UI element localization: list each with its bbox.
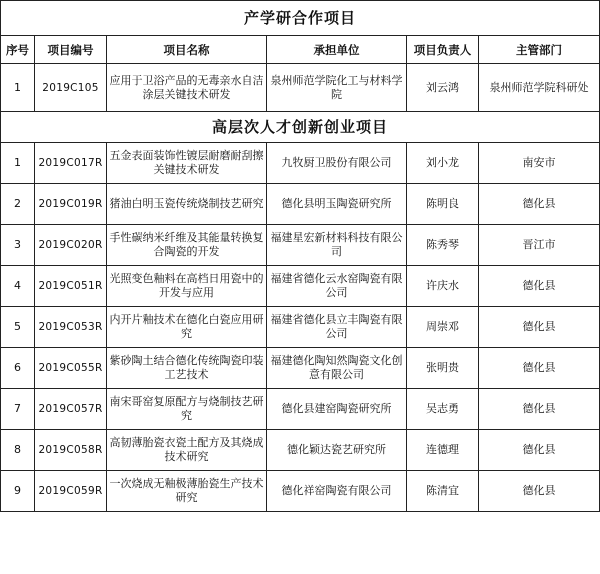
cell-leader: 陈秀琴 — [407, 225, 479, 266]
col-header-index: 序号 — [1, 36, 35, 64]
cell-leader: 陈明良 — [407, 184, 479, 225]
cell-index: 5 — [1, 307, 35, 348]
col-header-code: 项目编号 — [35, 36, 107, 64]
cell-code: 2019C019R — [35, 184, 107, 225]
cell-index: 2 — [1, 184, 35, 225]
header-row — [1, 36, 600, 64]
cell-leader: 刘云鸿 — [407, 64, 479, 112]
cell-name: 手性碳纳米纤维及其能量转换复合陶瓷的开发 — [107, 225, 267, 266]
col-header-unit: 承担单位 — [267, 36, 407, 64]
cell-index: 9 — [1, 471, 35, 512]
cell-code: 2019C017R — [35, 143, 107, 184]
table-row — [1, 64, 600, 112]
table-row — [1, 471, 600, 512]
section-title-industry-research: 产学研合作项目 — [1, 1, 600, 36]
cell-code: 2019C105 — [35, 64, 107, 112]
col-header-leader: 项目负责人 — [407, 36, 479, 64]
cell-unit: 德化县建窑陶瓷研究所 — [267, 389, 407, 430]
table-row — [1, 307, 600, 348]
cell-code: 2019C051R — [35, 266, 107, 307]
cell-index: 1 — [1, 143, 35, 184]
cell-department: 晋江市 — [479, 225, 600, 266]
cell-department: 德化县 — [479, 266, 600, 307]
cell-leader: 吴志勇 — [407, 389, 479, 430]
cell-leader: 周崇邓 — [407, 307, 479, 348]
cell-department: 泉州师范学院科研处 — [479, 64, 600, 112]
table-row — [1, 389, 600, 430]
cell-unit: 福建德化陶知然陶瓷文化创意有限公司 — [267, 348, 407, 389]
cell-unit: 德化祥窑陶瓷有限公司 — [267, 471, 407, 512]
cell-leader: 许庆水 — [407, 266, 479, 307]
cell-index: 4 — [1, 266, 35, 307]
cell-name: 紫砂陶土结合德化传统陶瓷印装工艺技术 — [107, 348, 267, 389]
cell-department: 德化县 — [479, 389, 600, 430]
cell-leader: 张明贵 — [407, 348, 479, 389]
table-row — [1, 143, 600, 184]
cell-name: 猪油白明玉瓷传统烧制技艺研究 — [107, 184, 267, 225]
col-header-department: 主管部门 — [479, 36, 600, 64]
cell-index: 6 — [1, 348, 35, 389]
cell-unit: 九牧厨卫股份有限公司 — [267, 143, 407, 184]
cell-name: 应用于卫浴产品的无毒亲水自洁涂层关键技术研发 — [107, 64, 267, 112]
cell-leader: 刘小龙 — [407, 143, 479, 184]
table-row — [1, 348, 600, 389]
cell-department: 南安市 — [479, 143, 600, 184]
cell-index: 7 — [1, 389, 35, 430]
cell-code: 2019C020R — [35, 225, 107, 266]
cell-name: 高韧薄胎瓷衣瓷土配方及其烧成技术研究 — [107, 430, 267, 471]
cell-leader: 连德理 — [407, 430, 479, 471]
cell-department: 德化县 — [479, 307, 600, 348]
cell-code: 2019C059R — [35, 471, 107, 512]
cell-index: 8 — [1, 430, 35, 471]
table-row — [1, 184, 600, 225]
cell-unit: 德化颖达瓷艺研究所 — [267, 430, 407, 471]
cell-name: 一次烧成无釉极薄胎瓷生产技术研究 — [107, 471, 267, 512]
cell-unit: 德化县明玉陶瓷研究所 — [267, 184, 407, 225]
cell-department: 德化县 — [479, 184, 600, 225]
table-row — [1, 430, 600, 471]
cell-index: 1 — [1, 64, 35, 112]
cell-department: 德化县 — [479, 471, 600, 512]
cell-leader: 陈清宜 — [407, 471, 479, 512]
cell-name: 内开片釉技术在德化白瓷应用研究 — [107, 307, 267, 348]
col-header-name: 项目名称 — [107, 36, 267, 64]
table-row — [1, 225, 600, 266]
cell-code: 2019C053R — [35, 307, 107, 348]
cell-name: 南宋哥窑复原配方与烧制技艺研究 — [107, 389, 267, 430]
section-title-talent: 高层次人才创新创业项目 — [1, 112, 600, 143]
cell-unit: 福建省德化县立丰陶瓷有限公司 — [267, 307, 407, 348]
cell-code: 2019C058R — [35, 430, 107, 471]
table-row — [1, 266, 600, 307]
cell-name: 五金表面装饰性镀层耐磨耐刮擦关键技术研发 — [107, 143, 267, 184]
cell-name: 光照变色釉料在高档日用瓷中的开发与应用 — [107, 266, 267, 307]
cell-code: 2019C057R — [35, 389, 107, 430]
cell-department: 德化县 — [479, 348, 600, 389]
cell-unit: 福建省德化云水窑陶瓷有限公司 — [267, 266, 407, 307]
cell-code: 2019C055R — [35, 348, 107, 389]
cell-department: 德化县 — [479, 430, 600, 471]
cell-index: 3 — [1, 225, 35, 266]
cell-unit: 福建星宏新材料科技有限公司 — [267, 225, 407, 266]
cell-unit: 泉州师范学院化工与材料学院 — [267, 64, 407, 112]
